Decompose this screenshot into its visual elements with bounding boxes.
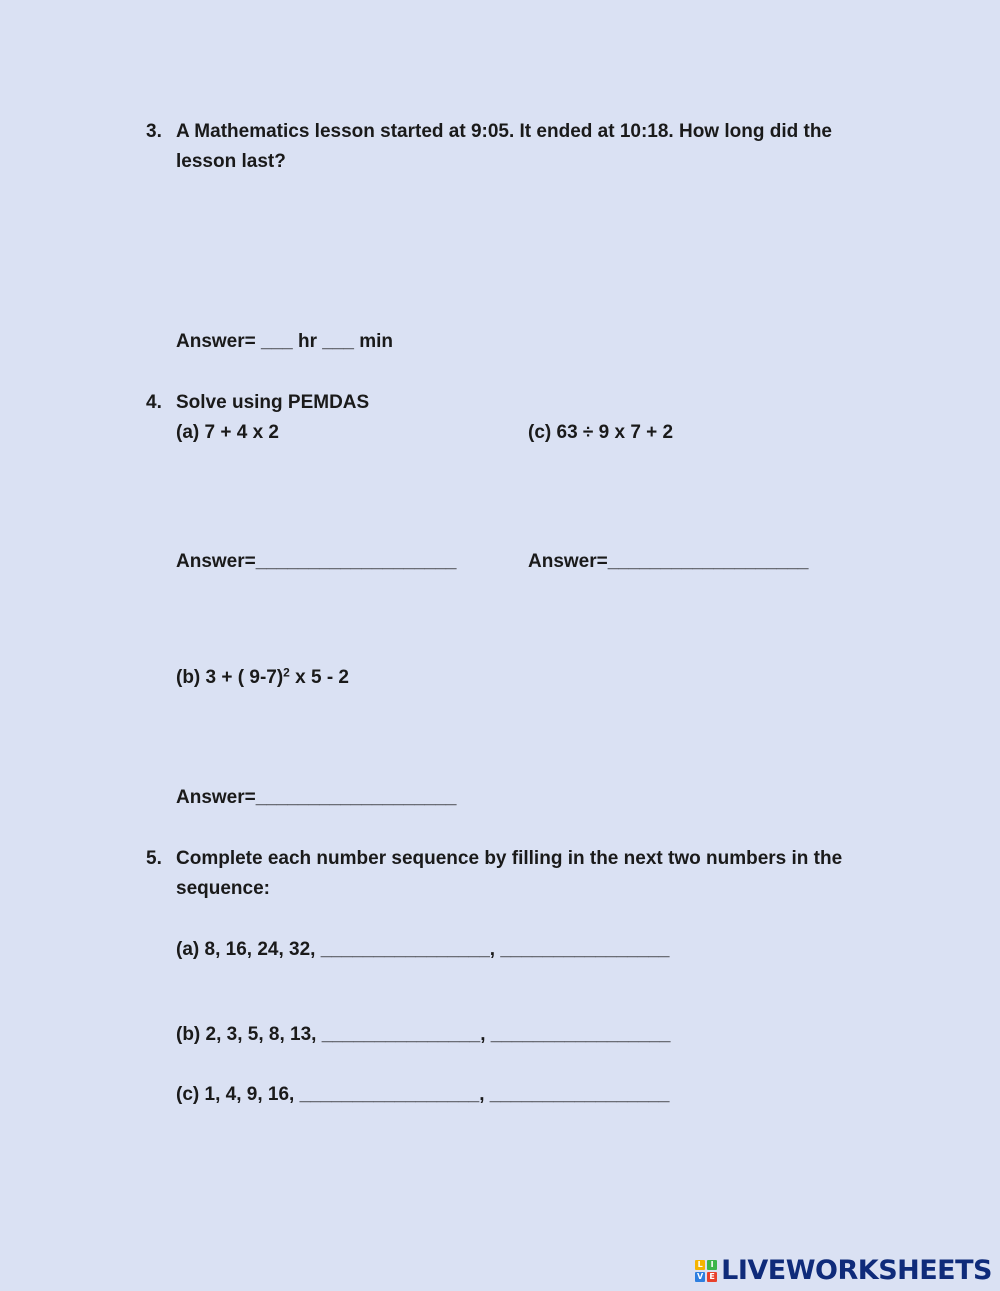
question-5b-sequence: (b) 2, 3, 5, 8, 13, _______________, _________________ (176, 1024, 671, 1045)
logo-tile-e: E (707, 1272, 717, 1282)
question-4a (176, 418, 279, 448)
question-3-text-line1: A Mathematics lesson started at 9:05. It ended at 10:18. How long did the (176, 121, 833, 142)
question-4a-answer: Answer=___________________ (176, 551, 457, 572)
question-4-title: Solve using PEMDAS (176, 392, 370, 413)
question-3-answer: Answer= ___ hr ___ min (176, 331, 394, 352)
question-4b-expression-base: 3 + ( 9-7) (205, 667, 284, 688)
question-4b-label: (b) (176, 667, 201, 688)
question-3-number: 3. (146, 121, 162, 142)
question-4c-label: (c) (528, 422, 552, 443)
question-4b (176, 663, 349, 693)
question-4b-answer: Answer=___________________ (176, 787, 457, 808)
question-3-text-line2: lesson last? (176, 151, 286, 172)
question-4c (528, 418, 673, 448)
liveworksheets-tiles-icon (695, 1260, 717, 1282)
logo-tile-l: L (695, 1260, 705, 1270)
question-4-number: 4. (146, 392, 162, 413)
question-4c-expression: 63 ÷ 9 x 7 + 2 (556, 422, 674, 443)
question-4a-expression: 7 + 4 x 2 (204, 422, 279, 443)
question-5c-sequence: (c) 1, 4, 9, 16, _________________, _________________ (176, 1084, 670, 1105)
liveworksheets-logo (695, 1255, 992, 1286)
question-5-text-line1: Complete each number sequence by filling in the next two numbers in the (176, 848, 843, 869)
logo-tile-i: I (707, 1260, 717, 1270)
question-4a-label: (a) (176, 422, 200, 443)
question-5-number: 5. (146, 848, 162, 869)
liveworksheets-wordmark: LIVEWORKSHEETS (721, 1255, 992, 1286)
question-4c-answer: Answer=___________________ (528, 551, 809, 572)
question-4b-expression (206, 667, 349, 688)
question-4b-expression-rest: x 5 - 2 (289, 667, 350, 688)
question-5-text-line2: sequence: (176, 878, 270, 899)
logo-tile-v: V (697, 1272, 704, 1281)
question-5a-sequence: (a) 8, 16, 24, 32, ________________, ________________ (176, 939, 670, 960)
question-4b-exponent: 2 (283, 665, 290, 680)
